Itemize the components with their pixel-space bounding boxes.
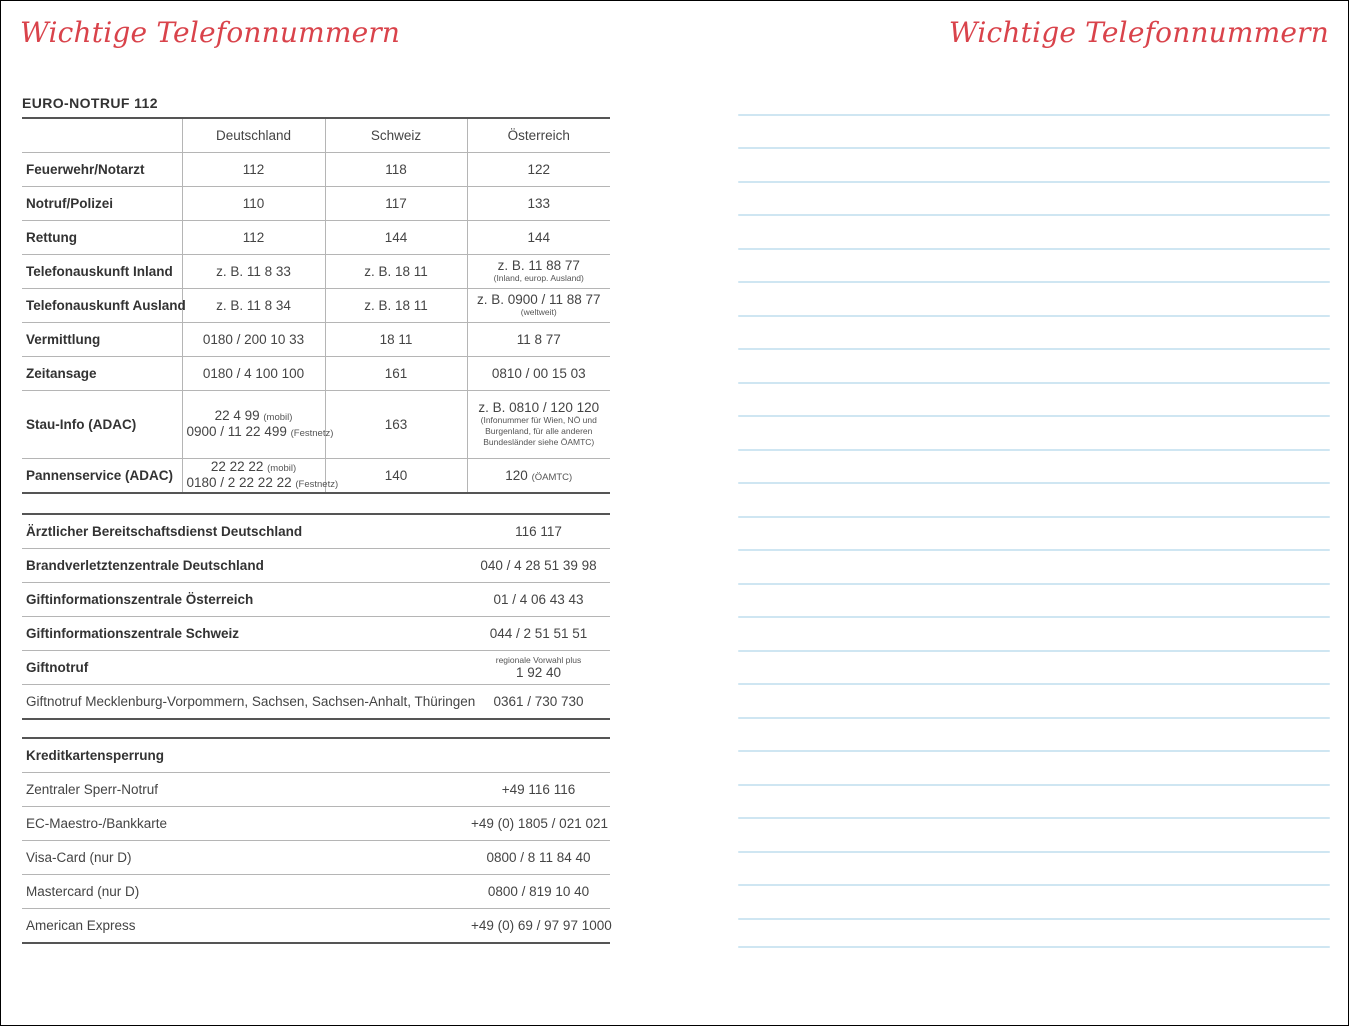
- table-row: [22, 773, 610, 807]
- cell-ch: z. B. 18 11: [325, 289, 467, 323]
- notes-line: [738, 248, 1330, 250]
- row-label: Telefonauskunft Ausland: [22, 289, 182, 323]
- card-label: Mastercard (nur D): [22, 875, 467, 909]
- service-label: Giftinformationszentrale Österreich: [22, 583, 467, 617]
- table-row: [22, 841, 610, 875]
- cell-ch: 140: [325, 459, 467, 494]
- card-number: 0800 / 819 10 40: [467, 875, 610, 909]
- table-row: [22, 323, 610, 357]
- notes-line: [738, 147, 1330, 149]
- cell-at: [467, 255, 610, 289]
- cell-at-note: (ÖAMTC): [531, 472, 573, 483]
- number-mobile: 22 22 22: [210, 458, 264, 474]
- cell-de: 110: [182, 187, 325, 221]
- table-row: [22, 738, 610, 773]
- card-number: +49 (0) 1805 / 021 021: [467, 807, 610, 841]
- row-label: Zeitansage: [22, 357, 182, 391]
- cell-at-number: z. B. 0900 / 11 88 77: [476, 292, 601, 307]
- cell-ch: 161: [325, 357, 467, 391]
- cell-de-line1: [187, 409, 321, 425]
- number-landline: 0180 / 2 22 22 22: [186, 474, 292, 490]
- card-number: +49 (0) 69 / 97 97 1000: [467, 909, 610, 944]
- table-row: [22, 289, 610, 323]
- page-title-left: Wichtige Telefonnummern: [20, 16, 401, 49]
- column-header-at: Österreich: [467, 118, 610, 153]
- page-title-right: Wichtige Telefonnummern: [948, 16, 1329, 49]
- cell-at: [467, 459, 610, 494]
- cell-de: [182, 458, 339, 494]
- card-number: +49 116 116: [467, 773, 610, 807]
- column-header-ch: Schweiz: [325, 118, 467, 153]
- cell-ch: 18 11: [325, 323, 467, 357]
- service-number: 1 92 40: [515, 665, 562, 680]
- notes-line: [738, 717, 1330, 719]
- notes-line: [738, 784, 1330, 786]
- card-label: American Express: [22, 909, 467, 944]
- service-number: 116 117: [467, 514, 610, 549]
- cell-de: z. B. 11 8 34: [182, 289, 325, 323]
- table-row: [22, 153, 610, 187]
- notes-line: [738, 382, 1330, 384]
- cell-at: 0810 / 00 15 03: [467, 357, 610, 391]
- notes-line: [738, 750, 1330, 752]
- cell-de-line1: [187, 460, 321, 476]
- notes-line: [738, 281, 1330, 283]
- notes-line: [738, 583, 1330, 585]
- note-landline: (Festnetz): [295, 478, 339, 490]
- service-number: 040 / 4 28 51 39 98: [467, 549, 610, 583]
- service-label: Giftnotruf Mecklenburg-Vorpommern, Sachsen, Sachsen-Anhalt, Thüringen: [22, 685, 467, 720]
- table-row: [22, 514, 610, 549]
- number-mobile: 22 4 99: [214, 407, 260, 423]
- service-number-cell: [467, 651, 610, 685]
- cell-de-line2: [186, 474, 339, 492]
- cell-ch: 117: [325, 187, 467, 221]
- card-number: 0800 / 8 11 84 40: [467, 841, 610, 875]
- services-table: [22, 513, 610, 720]
- notes-line: [738, 851, 1330, 853]
- cell-ch: 144: [325, 221, 467, 255]
- notes-line: [738, 348, 1330, 350]
- cell-at-note: (weltweit): [520, 307, 557, 317]
- service-number: 0361 / 730 730: [467, 685, 610, 720]
- cell-at-number: z. B. 0810 / 120 120: [478, 400, 600, 415]
- row-label: Feuerwehr/Notarzt: [22, 153, 182, 187]
- cell-de: z. B. 11 8 33: [182, 255, 325, 289]
- column-header-de: Deutschland: [182, 118, 325, 153]
- notes-line: [738, 181, 1330, 183]
- notes-line: [738, 817, 1330, 819]
- cell-ch: 163: [325, 391, 467, 459]
- table-row: [22, 357, 610, 391]
- cell-at: [467, 289, 610, 323]
- cell-at: [467, 391, 610, 459]
- notes-line: [738, 449, 1330, 451]
- cell-de: 112: [182, 221, 325, 255]
- card-label: EC-Maestro-/Bankkarte: [22, 807, 467, 841]
- table-header-row: [22, 118, 610, 153]
- notes-line: [738, 482, 1330, 484]
- table-row: [22, 875, 610, 909]
- cell-at-note: (Infonummer für Wien, NÖ und Burgenland, für alle anderen Bundesländer siehe ÖAMTC): [480, 415, 597, 447]
- corner-cell: [22, 118, 182, 153]
- card-label: Visa-Card (nur D): [22, 841, 467, 875]
- service-label: Brandverletztenzentrale Deutschland: [22, 549, 467, 583]
- emergency-table: [22, 117, 610, 494]
- table-row: [22, 909, 610, 944]
- cell-ch: z. B. 18 11: [325, 255, 467, 289]
- emergency-heading: EURO-NOTRUF 112: [22, 95, 158, 111]
- cell-de-line2: [186, 423, 334, 441]
- notes-line: [738, 114, 1330, 116]
- notes-line: [738, 650, 1330, 652]
- cell-de: [182, 391, 334, 459]
- row-label: Notruf/Polizei: [22, 187, 182, 221]
- note-mobile: (mobil): [263, 411, 293, 423]
- empty-cell: [467, 738, 610, 773]
- number-landline: 0900 / 11 22 499: [186, 423, 287, 439]
- cell-at: 144: [467, 221, 610, 255]
- table-row: [22, 807, 610, 841]
- row-label: Pannenservice (ADAC): [22, 459, 182, 494]
- cell-at: 133: [467, 187, 610, 221]
- table-row: [22, 391, 610, 459]
- notes-line: [738, 683, 1330, 685]
- service-label: Giftnotruf: [22, 651, 467, 685]
- notes-line: [738, 214, 1330, 216]
- cell-at-number: z. B. 11 88 77: [497, 258, 580, 273]
- cell-at: 122: [467, 153, 610, 187]
- table-row: [22, 617, 610, 651]
- note-mobile: (mobil): [267, 462, 297, 474]
- service-number: 044 / 2 51 51 51: [467, 617, 610, 651]
- notes-line: [738, 884, 1330, 886]
- cell-ch: 118: [325, 153, 467, 187]
- notes-line: [738, 315, 1330, 317]
- service-label: Giftinformationszentrale Schweiz: [22, 617, 467, 651]
- card-block-table: [22, 737, 610, 944]
- notes-line: [738, 415, 1330, 417]
- cell-at: 11 8 77: [467, 323, 610, 357]
- cell-de: 0180 / 200 10 33: [182, 323, 325, 357]
- cell-de: 112: [182, 153, 325, 187]
- service-note: regionale Vorwahl plus: [495, 655, 582, 665]
- service-label: Ärztlicher Bereitschaftsdienst Deutschland: [22, 514, 467, 549]
- row-label: Vermittlung: [22, 323, 182, 357]
- table-row: [22, 583, 610, 617]
- table-row: [22, 685, 610, 720]
- notes-line: [738, 516, 1330, 518]
- table-row: [22, 255, 610, 289]
- card-label: Zentraler Sperr-Notruf: [22, 773, 467, 807]
- table-row: [22, 651, 610, 685]
- service-number: 01 / 4 06 43 43: [467, 583, 610, 617]
- cell-at-number: 120: [505, 468, 528, 483]
- notes-line: [738, 918, 1330, 920]
- row-label: Rettung: [22, 221, 182, 255]
- cell-de: 0180 / 4 100 100: [182, 357, 325, 391]
- row-label: Stau-Info (ADAC): [22, 391, 182, 459]
- row-label: Telefonauskunft Inland: [22, 255, 182, 289]
- cell-at-note: (Inland, europ. Ausland): [493, 273, 584, 283]
- notes-line: [738, 616, 1330, 618]
- table-row: [22, 549, 610, 583]
- card-block-heading: Kreditkartensperrung: [22, 738, 467, 773]
- notes-line: [738, 946, 1330, 948]
- note-landline: (Festnetz): [290, 427, 334, 439]
- table-row: [22, 459, 610, 494]
- table-row: [22, 221, 610, 255]
- table-row: [22, 187, 610, 221]
- notes-line: [738, 549, 1330, 551]
